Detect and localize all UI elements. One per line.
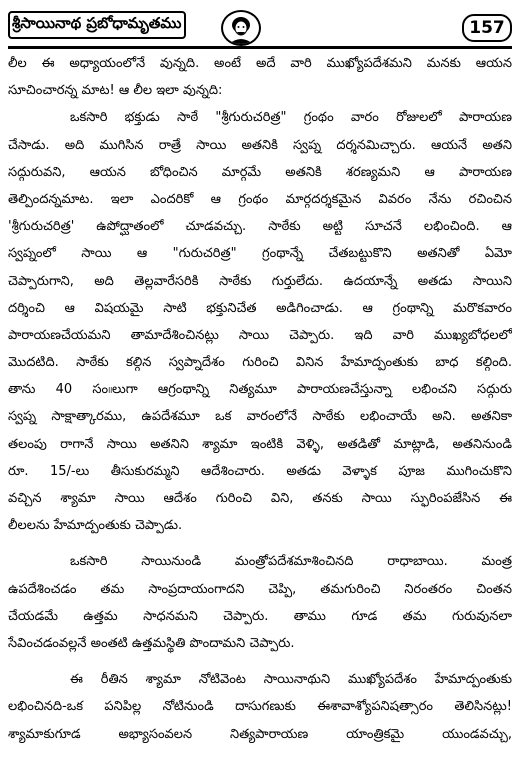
text-line: తాను 40 సం။లుగా ఆగ్రంథాన్ని నిత్యమూ పారాయణచేస్తున్నా లభించని సద్గురు bbox=[8, 382, 512, 398]
text-line: ఒకసారి సాయినుండి మంత్రోపదేశమాశించినది రాధాబాయి. మంత్ర bbox=[70, 554, 512, 570]
text-line: మొదటిది. సాఠేకు కల్గిన స్వప్నాదేశం గురించి వినిన హేమాద్పంతుకు బాధ కల్గింది. bbox=[8, 355, 512, 371]
text-line: సేవించడంవల్లనే అంతటి ఉత్తమస్థితి పొందామని చెప్పారు. bbox=[8, 635, 295, 651]
text-line: ఈ రీతిన శ్యామా నోటివెంట సాయినాథుని ముఖ్యోపదేశం హేమాద్పంతుకు bbox=[70, 672, 512, 688]
text-line: చేయడమే ఉత్తమ సాధనమని చెప్పారు. తాము గూడ తమ గురువునలా bbox=[8, 608, 512, 624]
text-line: స్వప్నంలో సాయి ఆ "గురుచరిత్ర" గ్రంథాన్నే చేతబట్టుకొని అతనితో ఏమో bbox=[8, 246, 512, 262]
body-text bbox=[8, 50, 512, 748]
paragraph-gap bbox=[8, 657, 512, 666]
text-line: తలంపు రాగానే సాయి అతనిని శ్యామా ఇంటికి వెళ్ళి, అతడితో మాట్లాడి, అతనినుండి bbox=[8, 436, 512, 452]
text-line: 'శ్రీగురుచరిత్ర' ఉపోద్ఘాతంలో చూడవచ్చు. సాఠేకు అట్టి సూచనే లభించింది. ఆ bbox=[8, 219, 512, 235]
text-line: లీల ఈ అధ్యాయంలోనే వున్నది. అంటే అదే వారి ముఖ్యోపదేశమని మనకు ఆయన bbox=[8, 56, 512, 71]
text-line: ఒకసారి భక్తుడు సాఠే "శ్రీగురుచరిత్ర" గ్రంథం వారం రోజులలో పారాయణ bbox=[70, 110, 512, 126]
text-line: దర్శించి ఆ విషయమై సాటి భక్తునిచేత అడిగించాడు. ఆ గ్రంథాన్ని మరొకవారం bbox=[8, 300, 512, 316]
text-line: ఉపదేశించడం తమ సాంప్రదాయంగాదని చెప్పి, తమగురించి నిరంతరం చింతన bbox=[8, 581, 512, 597]
header-rule bbox=[8, 46, 512, 49]
text-line: పారాయణచేయమని తామాదేశించినట్లు సాయి చెప్పారు. ఇది వారి ముఖ్యబోధలలో bbox=[8, 327, 512, 343]
text-line: స్వప్న సాక్షాత్కారము, ఉపదేశమూ ఒక వారంలోనే సాఠేకు లభించాయే అని. అతనికా bbox=[8, 409, 512, 425]
text-line: లీలలను హేమాద్పంతుకు చెప్పాడు. bbox=[8, 518, 183, 534]
running-title: శ్రీసాయినాథ ప్రబోధామృతము bbox=[12, 14, 182, 32]
text-line: శ్యామాకుగూడ అభ్యాసంవలన నిత్యపారాయణ యాంత్రికమై యుండవచ్చు, bbox=[8, 726, 512, 742]
page-number: 157 bbox=[462, 14, 512, 42]
text-line: చెప్పారుగాని, అది తెల్లవారేసరికి సాఠేకు గుర్తులేదు. ఉదయాన్నే అతడు సాయిని bbox=[8, 273, 512, 289]
portrait-drawing bbox=[223, 12, 259, 44]
page-header bbox=[8, 8, 512, 48]
paragraph-gap bbox=[8, 539, 512, 548]
text-line: తెల్పిందన్నమాట. ఇలా ఎందరికో ఆ గ్రంథం మార్గదర్శకమైన వివరం నేను రచించిన bbox=[8, 191, 512, 207]
text-line: సద్గురువని, ఆయన బోధించిన మార్గమే అతనికి శరణ్యమని ఆ పారాయణ bbox=[8, 164, 512, 180]
text-line: సూచించారన్న మాట! ఆ లీల ఇలా వున్నది: bbox=[8, 83, 223, 99]
text-line: రూ. 15/-లు తీసుకురమ్మని ఆదేశించారు. అతడు వెళ్ళాక పూజ ముగించుకొని bbox=[8, 463, 512, 479]
text-line: వచ్చిన శ్యామా సాయి ఆదేశం గురించి విని, తనకు సాయి స్ఫురింపజేసిన ఈ bbox=[8, 491, 512, 506]
text-line: లభించినది-ఒక పనిపిల్ల నోటినుండి దాసుగణుకు ఈశావాశ్యోపనిషత్సారం తెలిసినట్లు! bbox=[8, 699, 512, 715]
sai-baba-portrait-icon bbox=[221, 10, 261, 46]
text-line: చేసాడు. అది ముగిసిన రాత్రే సాయి అతనికి స్వప్న దర్శనమిచ్చారు. ఆయనే అతని bbox=[8, 137, 512, 153]
